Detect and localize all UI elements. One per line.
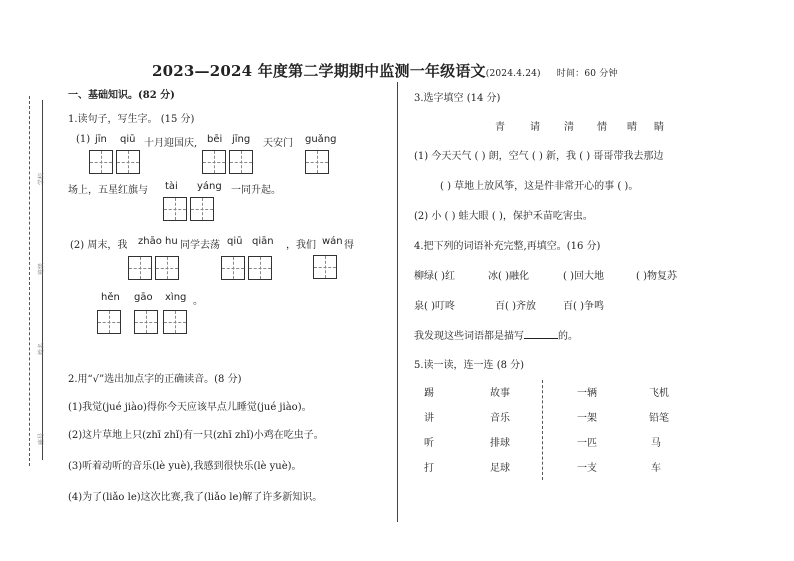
q2-item-3: (3)听着动听的音乐(lè yuè),我感到很快乐(lè yuè)。 <box>68 461 302 472</box>
pinyin-hen: hěn <box>101 292 120 303</box>
q1-l1-tiananmen: 天安门 <box>263 138 293 149</box>
pinyin-bei: bēi <box>207 134 223 145</box>
q4-r1-4: ( )物复苏 <box>636 271 677 282</box>
q5-c3-2: 一架 <box>577 413 597 424</box>
q1-title: 1.读句子，写生字。 (15 分) <box>68 114 195 125</box>
writing-box[interactable] <box>248 256 272 280</box>
writing-box[interactable] <box>128 256 152 280</box>
writing-box[interactable] <box>163 197 187 221</box>
q4-r2-1: 泉( )叮咚 <box>414 301 455 312</box>
q1-l2-text: 场上，五星红旗与 <box>68 185 148 196</box>
q5-c1-1: 踢 <box>424 388 434 399</box>
pinyin-qiu2: qiū <box>227 236 243 247</box>
q5-c4-2: 铅笔 <box>649 413 669 424</box>
q1-l2-end: 一同升起。 <box>231 185 281 196</box>
q2-item-4: (4)为了(liǎo le)这次比赛,我了(liǎo le)解了许多新知识。 <box>68 492 323 503</box>
writing-box[interactable] <box>313 255 337 279</box>
writing-box[interactable] <box>97 310 121 334</box>
school-mark: 学校 <box>38 172 45 185</box>
exam-time: 时间：60 分钟 <box>556 69 618 79</box>
binding-line <box>42 100 43 460</box>
q4-r1-1: 柳绿( )红 <box>414 271 455 282</box>
pinyin-xing: xìng <box>165 292 187 303</box>
q4-title: 4.把下列的词语补充完整,再填空。(16 分) <box>414 241 601 252</box>
q3-title: 3.选字填空 (14 分) <box>414 93 501 104</box>
q5-c4-1: 飞机 <box>649 388 669 399</box>
binding-dashed-line <box>29 96 30 466</box>
q5-c4-3: 马 <box>651 438 661 449</box>
q5-c2-1: 故事 <box>490 388 510 399</box>
answer-blank[interactable] <box>524 328 558 339</box>
q1-l3-text: (2) 周末，我 <box>70 240 128 251</box>
q4-r1-3: ( )回大地 <box>563 271 604 282</box>
writing-box[interactable] <box>202 150 226 174</box>
writing-box[interactable] <box>229 150 253 174</box>
q5-c2-3: 排球 <box>490 438 510 449</box>
q1-l3-dang: 同学去荡 <box>180 240 220 251</box>
q4-sentence <box>414 327 578 342</box>
q3-char-4: 情 <box>597 122 607 133</box>
q5-c4-4: 车 <box>651 463 661 474</box>
pinyin-zhao: zhāo <box>138 236 162 247</box>
q4-r1-2: 冰( )融化 <box>488 271 529 282</box>
q3-line-1: (1) 今天天气 ( ) 朗，空气 ( ) 新，我 ( ) 哥哥带我去那边 <box>414 151 664 162</box>
q5-c2-2: 音乐 <box>490 413 510 424</box>
pinyin-gao: gāo <box>134 292 153 303</box>
q5-c1-3: 听 <box>424 438 434 449</box>
q5-c2-4: 足球 <box>490 463 510 474</box>
writing-box[interactable] <box>89 150 113 174</box>
q5-c1-2: 讲 <box>424 413 434 424</box>
seat-mark: 座号 <box>38 432 45 445</box>
q1-l1-num: (1) <box>76 134 91 145</box>
q4-r2-3: 百( )争鸣 <box>563 301 604 312</box>
pinyin-wan: wán <box>322 236 343 247</box>
pinyin-hu: hu <box>165 236 178 247</box>
section1-heading: 一、基础知识。(82 分) <box>68 90 175 101</box>
pinyin-qiu: qiū <box>120 134 136 145</box>
q5-divider <box>542 380 543 480</box>
q3-line-2: ( ) 草地上放风筝，这是件非常开心的事 ( )。 <box>440 181 639 192</box>
q2-title: 2.用“√”选出加点字的正确读音。(8 分) <box>68 374 242 385</box>
q3-char-5: 晴 <box>627 122 637 133</box>
q4-sentence-before: 我发现这些词语都是描写 <box>414 331 524 342</box>
q3-char-3: 清 <box>564 122 574 133</box>
q1-l3-de: 得 <box>344 240 354 251</box>
q3-char-2: 请 <box>530 122 540 133</box>
writing-box[interactable] <box>190 197 214 221</box>
pinyin-jin: jīn <box>95 134 107 145</box>
exam-title <box>152 60 618 81</box>
q3-char-6: 睛 <box>654 122 664 133</box>
q5-c1-4: 打 <box>424 463 434 474</box>
q5-c3-4: 一支 <box>577 463 597 474</box>
pinyin-yang: yáng <box>197 181 222 192</box>
q1-l1-text: 十月迎国庆, <box>144 138 198 149</box>
q2-item-1: (1)我觉(jué jiào)得你今天应该早点儿睡觉(jué jiào)。 <box>68 402 312 413</box>
q3-char-1: 青 <box>495 122 505 133</box>
q4-r2-2: 百( )齐放 <box>495 301 536 312</box>
title-text: 2023—2024 年度第二学期期中监测一年级语文 <box>152 62 486 80</box>
column-divider <box>397 82 398 522</box>
pinyin-tai: tài <box>165 181 178 192</box>
class-mark: 班级 <box>38 262 45 275</box>
writing-box[interactable] <box>155 256 179 280</box>
pinyin-qian: qiān <box>252 236 274 247</box>
exam-date: (2024.4.24) <box>485 69 541 79</box>
pinyin-guang: guǎng <box>305 134 337 145</box>
pinyin-jing: jīng <box>232 134 251 145</box>
q5-title: 5.读一读，连一连 (8 分) <box>414 360 525 371</box>
q1-l3-women: ，我们 <box>286 240 316 251</box>
q3-line-3: (2) 小 ( ) 蛙大眼 ( )，保护禾苗吃害虫。 <box>414 211 593 222</box>
writing-box[interactable] <box>305 150 329 174</box>
q1-l4-end: 。 <box>193 296 203 307</box>
q2-item-2: (2)这片草地上只(zhī zhǐ)有一只(zhī zhǐ)小鸡在吃虫子。 <box>68 430 324 441</box>
writing-box[interactable] <box>221 256 245 280</box>
writing-box[interactable] <box>116 150 140 174</box>
writing-box[interactable] <box>163 310 187 334</box>
writing-box[interactable] <box>134 310 158 334</box>
q5-c3-1: 一辆 <box>577 388 597 399</box>
q4-sentence-after: 的。 <box>558 331 578 342</box>
q5-c3-3: 一匹 <box>577 438 597 449</box>
name-mark: 姓名 <box>38 342 45 355</box>
